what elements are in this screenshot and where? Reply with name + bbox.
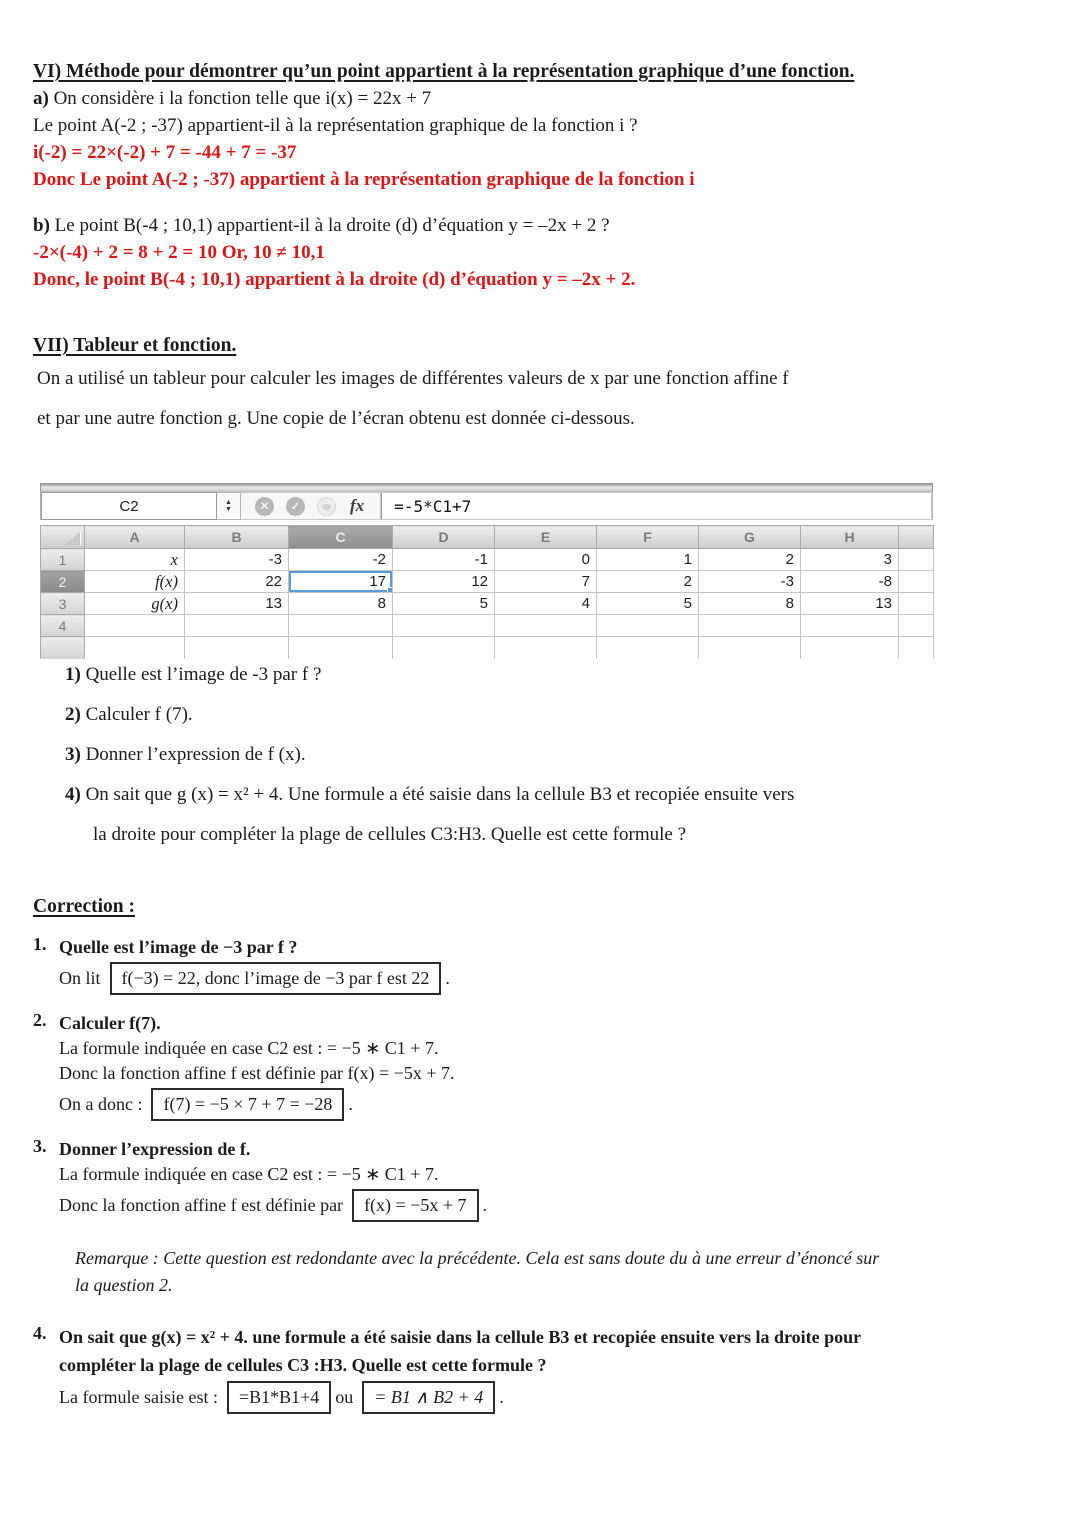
column-header-b: B bbox=[185, 526, 289, 549]
cell-g1: 2 bbox=[699, 549, 801, 571]
item-3-suffix: . bbox=[482, 1195, 487, 1215]
cell-e3: 4 bbox=[495, 593, 597, 615]
column-header-f: F bbox=[597, 526, 699, 549]
cell-f3: 5 bbox=[597, 593, 699, 615]
selected-cell-c2: 17 bbox=[289, 571, 393, 593]
item-2-prefix: On a donc : bbox=[59, 1094, 143, 1114]
section-vii bbox=[33, 332, 1033, 439]
cell-f2: 2 bbox=[597, 571, 699, 593]
question-4 bbox=[65, 775, 1065, 815]
vi-a-line bbox=[33, 85, 1057, 112]
formula-bar: =-5*C1+7 bbox=[381, 492, 932, 520]
item-4-line2: compléter la plage de cellules C3 :H3. Quelle est cette formule ? bbox=[59, 1355, 547, 1375]
correction-item-4 bbox=[33, 1323, 1053, 1415]
column-header-e: E bbox=[495, 526, 597, 549]
column-header-d: D bbox=[393, 526, 495, 549]
item-3-boxed-answer: f(x) = −5x + 7 bbox=[352, 1189, 478, 1222]
item-4-line1: On sait que g(x) = x² + 4. une formule a été saisie dans la cellule B3 et recopiée ensuite vers la droite pour bbox=[59, 1327, 862, 1347]
item-2-answer bbox=[59, 1086, 1053, 1122]
item-4-answer bbox=[59, 1379, 1053, 1415]
correction-item-2 bbox=[33, 1010, 1053, 1122]
column-header-c: C bbox=[289, 526, 393, 549]
sheet-row-3 bbox=[41, 593, 934, 615]
sheet-row-4 bbox=[41, 615, 934, 637]
vi-b-work: -2×(-4) + 2 = 8 + 2 = 10 Or, 10 ≠ 10,1 bbox=[33, 242, 325, 263]
column-header-h: H bbox=[801, 526, 899, 549]
row-header-3: 3 bbox=[41, 593, 85, 615]
cell-h3: 13 bbox=[801, 593, 899, 615]
vi-b-label: b) bbox=[33, 215, 50, 236]
column-header-a: A bbox=[85, 526, 185, 549]
cell-h2: -8 bbox=[801, 571, 899, 593]
cell-h1: 3 bbox=[801, 549, 899, 571]
vi-a-text: On considère i la fonction telle que i(x) = 22x + 7 bbox=[48, 88, 432, 109]
item-4-or: ou bbox=[335, 1387, 354, 1407]
question-1-number: 1) bbox=[65, 664, 81, 685]
row-header-2: 2 bbox=[41, 571, 85, 593]
vi-a-label: a) bbox=[33, 88, 49, 109]
cell-partial-2 bbox=[899, 571, 934, 593]
correction-item-3 bbox=[33, 1136, 1053, 1223]
correction-remark bbox=[33, 1245, 1053, 1299]
correction-section bbox=[33, 893, 1053, 1415]
stepper-down-icon: ▼ bbox=[225, 506, 232, 513]
item-3-title: Donner l’expression de f. bbox=[59, 1139, 251, 1159]
cell-d4 bbox=[393, 615, 495, 637]
cell-f4 bbox=[597, 615, 699, 637]
cell-d1: -1 bbox=[393, 549, 495, 571]
question-4-number: 4) bbox=[65, 784, 81, 805]
questions-list bbox=[65, 655, 1065, 855]
item-2-line2: Donc la fonction affine f est définie par f(x) = −5x + 7. bbox=[59, 1063, 455, 1083]
item-4-prefix: La formule saisie est : bbox=[59, 1387, 218, 1407]
cell-c4 bbox=[289, 615, 393, 637]
cell-c3: 8 bbox=[289, 593, 393, 615]
correction-item-1 bbox=[33, 934, 1053, 996]
question-2-number: 2) bbox=[65, 704, 81, 725]
cell-name-box: C2 bbox=[41, 492, 217, 520]
cell-b2: 22 bbox=[185, 571, 289, 593]
cell-g2: -3 bbox=[699, 571, 801, 593]
vi-b-text: Le point B(-4 ; 10,1) appartient-il à la droite (d) d’équation y = –2x + 2 ? bbox=[49, 215, 610, 236]
section-vi bbox=[33, 58, 1057, 293]
item-2-line1: La formule indiquée en case C2 est : = −5 ∗ C1 + 7. bbox=[59, 1038, 439, 1058]
cell-b1: -3 bbox=[185, 549, 289, 571]
question-3 bbox=[65, 735, 1065, 775]
vii-intro-line1: On a utilisé un tableur pour calculer les images de différentes valeurs de x par une fonction affine f bbox=[37, 368, 789, 389]
item-2-boxed-answer: f(7) = −5 × 7 + 7 = −28 bbox=[151, 1088, 344, 1121]
cell-h4 bbox=[801, 615, 899, 637]
disabled-circle-icon bbox=[317, 497, 336, 516]
cell-d3: 5 bbox=[393, 593, 495, 615]
item-4-boxed-answer-1: =B1*B1+4 bbox=[227, 1381, 331, 1414]
item-1-boxed-answer: f(−3) = 22, donc l’image de −3 par f est 22 bbox=[110, 962, 442, 995]
question-3-number: 3) bbox=[65, 744, 81, 765]
item-4-number: 4. bbox=[33, 1323, 47, 1343]
section-vii-title: VII) Tableur et fonction. bbox=[33, 335, 237, 356]
cell-b3: 13 bbox=[185, 593, 289, 615]
cell-g4 bbox=[699, 615, 801, 637]
item-2-title: Calculer f(7). bbox=[59, 1013, 161, 1033]
sheet-row-1 bbox=[41, 549, 934, 571]
vi-b-conclusion: Donc, le point B(-4 ; 10,1) appartient à la droite (d) d’équation y = –2x + 2. bbox=[33, 269, 636, 290]
question-1-text: Quelle est l’image de -3 par f ? bbox=[85, 664, 322, 685]
correction-heading: Correction : bbox=[33, 896, 135, 917]
item-1-answer bbox=[59, 960, 1053, 996]
cell-e1: 0 bbox=[495, 549, 597, 571]
formula-buttons-group bbox=[241, 492, 381, 520]
cell-partial-4 bbox=[899, 615, 934, 637]
vi-a-work: i(-2) = 22×(-2) + 7 = -44 + 7 = -37 bbox=[33, 142, 297, 163]
cell-a2: f(x) bbox=[85, 571, 185, 593]
column-header-g: G bbox=[699, 526, 801, 549]
item-2-suffix: . bbox=[348, 1094, 353, 1114]
remark-line2: la question 2. bbox=[75, 1275, 173, 1295]
cell-g3: 8 bbox=[699, 593, 801, 615]
stepper-up-icon: ▲ bbox=[225, 499, 232, 506]
question-2-text: Calculer f (7). bbox=[85, 704, 193, 725]
section-vi-title: VI) Méthode pour démontrer qu’un point appartient à la représentation graphique d’une fonction. bbox=[33, 61, 855, 82]
item-3-prefix: Donc la fonction affine f est définie par bbox=[59, 1195, 344, 1215]
item-4-boxed-answer-2: = B1 ∧ B2 + 4 bbox=[362, 1381, 495, 1414]
cell-a3: g(x) bbox=[85, 593, 185, 615]
item-2-number: 2. bbox=[33, 1010, 47, 1030]
cell-c1: -2 bbox=[289, 549, 393, 571]
cell-b4 bbox=[185, 615, 289, 637]
cell-a1: x bbox=[85, 549, 185, 571]
column-header-partial bbox=[899, 526, 934, 549]
spreadsheet-formula-toolbar bbox=[40, 492, 933, 520]
question-4-line2: la droite pour compléter la plage de cellules C3:H3. Quelle est cette formule ? bbox=[93, 824, 686, 845]
item-1-prefix: On lit bbox=[59, 968, 101, 988]
spreadsheet-screenshot bbox=[40, 483, 933, 659]
item-1-suffix: . bbox=[445, 968, 450, 988]
remark-line1: Remarque : Cette question est redondante avec la précédente. Cela est sans doute du à une erreur d’énoncé sur bbox=[75, 1248, 880, 1268]
vi-a-question: Le point A(-2 ; -37) appartient-il à la représentation graphique de la fonction i ? bbox=[33, 115, 638, 136]
question-2 bbox=[65, 695, 1065, 735]
question-4-text: On sait que g (x) = x² + 4. Une formule a été saisie dans la cellule B3 et recopiée ensuite vers bbox=[85, 784, 795, 805]
cell-f1: 1 bbox=[597, 549, 699, 571]
accept-icon: ✓ bbox=[286, 497, 305, 516]
item-3-answer bbox=[59, 1187, 1053, 1223]
cell-a4 bbox=[85, 615, 185, 637]
spreadsheet-grid bbox=[40, 525, 934, 659]
name-box-stepper-icon bbox=[217, 492, 241, 520]
item-1-title: Quelle est l’image de −3 par f ? bbox=[59, 937, 298, 957]
cell-e4 bbox=[495, 615, 597, 637]
sheet-row-2 bbox=[41, 571, 934, 593]
select-all-corner bbox=[41, 526, 85, 549]
item-1-number: 1. bbox=[33, 934, 47, 954]
column-header-row bbox=[41, 526, 934, 549]
vi-b-line bbox=[33, 212, 1057, 239]
function-fx-icon: fx bbox=[350, 496, 365, 515]
item-3-line1: La formule indiquée en case C2 est : = −5 ∗ C1 + 7. bbox=[59, 1164, 439, 1184]
item-4-suffix: . bbox=[499, 1387, 504, 1407]
cell-d2: 12 bbox=[393, 571, 495, 593]
corner-triangle-icon bbox=[65, 531, 81, 545]
question-1 bbox=[65, 655, 1065, 695]
question-3-text: Donner l’expression de f (x). bbox=[85, 744, 306, 765]
cancel-icon: ✕ bbox=[255, 497, 274, 516]
spreadsheet-top-edge bbox=[40, 483, 933, 492]
cell-partial-3 bbox=[899, 593, 934, 615]
vii-intro-line2: et par une autre fonction g. Une copie de l’écran obtenu est donnée ci-dessous. bbox=[37, 408, 635, 429]
cell-partial-1 bbox=[899, 549, 934, 571]
row-header-1: 1 bbox=[41, 549, 85, 571]
item-3-number: 3. bbox=[33, 1136, 47, 1156]
vi-a-conclusion: Donc Le point A(-2 ; -37) appartient à la représentation graphique de la fonction i bbox=[33, 169, 695, 190]
row-header-4: 4 bbox=[41, 615, 85, 637]
cell-e2: 7 bbox=[495, 571, 597, 593]
